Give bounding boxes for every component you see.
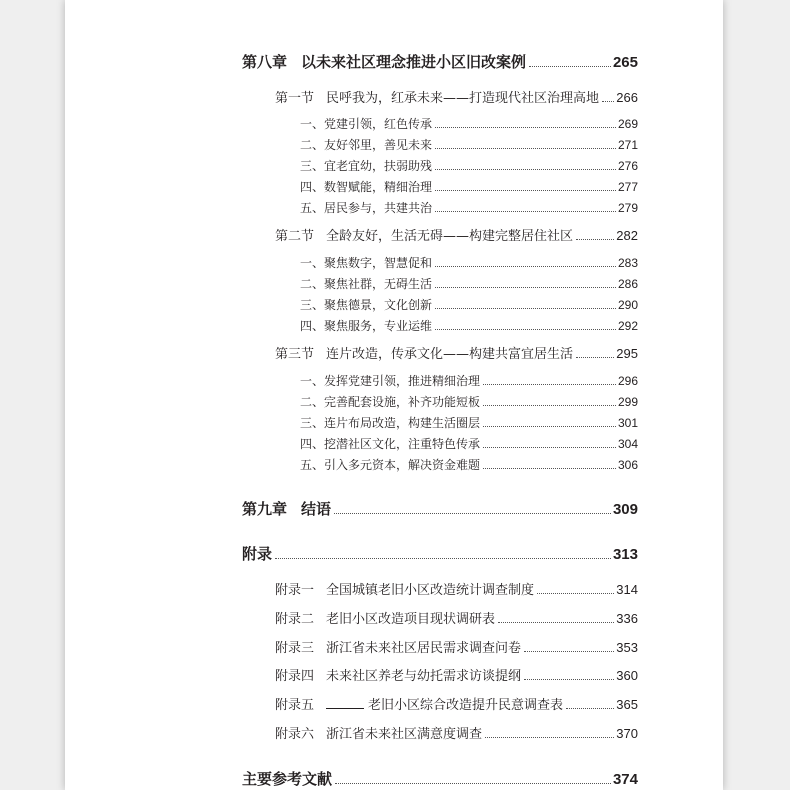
toc-entry-item[interactable] bbox=[300, 393, 638, 410]
toc-entry-appendix[interactable] bbox=[275, 723, 638, 742]
entry-title: 二、聚焦社群，无碍生活 bbox=[300, 276, 433, 291]
toc-entry-item[interactable] bbox=[300, 178, 638, 195]
entry-label: 第九章 bbox=[242, 500, 288, 518]
toc-entry-section[interactable] bbox=[275, 87, 638, 106]
entry-title: 未来社区养老与幼托需求访谈提纲 bbox=[326, 669, 522, 685]
entry-label: 附录二 bbox=[275, 612, 315, 628]
toc-entry-item[interactable] bbox=[300, 296, 638, 313]
page-number: 296 bbox=[617, 373, 638, 388]
toc-entry-item[interactable] bbox=[300, 136, 638, 153]
entry-title: 全国城镇老旧小区改造统计调查制度 bbox=[326, 583, 535, 599]
entry-title: 五、引入多元资本，解决资金难题 bbox=[300, 457, 481, 472]
page-number: 353 bbox=[616, 640, 638, 656]
page-number: 292 bbox=[617, 318, 638, 333]
dot-leader bbox=[576, 239, 614, 240]
page-number: 286 bbox=[617, 276, 638, 291]
page-number: 306 bbox=[617, 457, 638, 472]
page-number: 266 bbox=[616, 90, 638, 106]
entry-label: 第三节 bbox=[275, 347, 315, 363]
toc-page bbox=[65, 0, 723, 790]
toc-entry-appendix[interactable] bbox=[275, 665, 638, 684]
page-number: 279 bbox=[617, 200, 638, 215]
toc-entry-item[interactable] bbox=[300, 275, 638, 292]
entry-title: 一、发挥党建引领，推进精细治理 bbox=[300, 373, 481, 388]
entry-title: 四、数智赋能，精细治理 bbox=[300, 179, 433, 194]
page-number: 309 bbox=[612, 501, 638, 518]
dot-leader bbox=[483, 447, 616, 448]
entry-title: 浙江省未来社区满意度调查 bbox=[326, 727, 483, 743]
toc-entry-item[interactable] bbox=[300, 372, 638, 389]
entry-title: 老旧小区综合改造提升民意调查表 bbox=[368, 698, 564, 714]
entry-title: 老旧小区改造项目现状调研表 bbox=[326, 612, 496, 628]
page-number: 314 bbox=[616, 582, 638, 598]
dot-leader bbox=[529, 66, 611, 67]
dot-leader bbox=[435, 287, 616, 288]
toc-entry-chapter[interactable] bbox=[242, 768, 638, 789]
toc-entry-item[interactable] bbox=[300, 254, 638, 271]
entry-title: 二、友好邻里，善见未来 bbox=[300, 137, 433, 152]
page-number: 370 bbox=[616, 726, 638, 742]
entry-title: 连片改造，传承文化——构建共富宜居生活 bbox=[326, 347, 574, 363]
page-number: 360 bbox=[616, 668, 638, 684]
dot-leader bbox=[576, 357, 614, 358]
entry-title: 一、聚焦数字，智慧促和 bbox=[300, 255, 433, 270]
entry-label: 附录六 bbox=[275, 727, 315, 743]
dot-leader bbox=[335, 783, 611, 784]
dot-leader bbox=[435, 148, 616, 149]
page-number: 313 bbox=[612, 546, 638, 563]
page-number: 374 bbox=[612, 771, 638, 788]
dot-leader bbox=[566, 708, 614, 709]
entry-label: 第一节 bbox=[275, 91, 315, 107]
entry-title: 四、聚焦服务，专业运维 bbox=[300, 318, 433, 333]
entry-title: 四、挖潜社区文化，注重特色传承 bbox=[300, 436, 481, 451]
toc-entry-appendix[interactable] bbox=[275, 608, 638, 627]
dot-leader bbox=[485, 737, 614, 738]
toc-entry-appendix[interactable] bbox=[275, 637, 638, 656]
page-number: 290 bbox=[617, 297, 638, 312]
toc-entry-item[interactable] bbox=[300, 414, 638, 431]
toc-entry-item[interactable] bbox=[300, 115, 638, 132]
page-number: 277 bbox=[617, 179, 638, 194]
toc-entry-item[interactable] bbox=[300, 199, 638, 216]
dot-leader bbox=[483, 384, 616, 385]
toc-entry-item[interactable] bbox=[300, 435, 638, 452]
toc-entry-item[interactable] bbox=[300, 157, 638, 174]
dot-leader bbox=[435, 308, 616, 309]
entry-title: 三、聚焦德景，文化创新 bbox=[300, 297, 433, 312]
toc-entry-section[interactable] bbox=[275, 343, 638, 362]
page-number: 276 bbox=[617, 158, 638, 173]
dot-leader bbox=[334, 513, 611, 514]
page-number: 271 bbox=[617, 137, 638, 152]
dot-leader bbox=[435, 127, 616, 128]
entry-label: 附录四 bbox=[275, 669, 315, 685]
dot-leader bbox=[483, 426, 616, 427]
entry-title: 一、党建引领，红色传承 bbox=[300, 116, 433, 131]
toc-entry-item[interactable] bbox=[300, 317, 638, 334]
dot-leader bbox=[524, 679, 614, 680]
blank-line bbox=[326, 707, 364, 709]
toc-entry-chapter[interactable] bbox=[242, 543, 638, 564]
toc-entry-section[interactable] bbox=[275, 225, 638, 244]
entry-title: 浙江省未来社区居民需求调查问卷 bbox=[326, 641, 522, 657]
page-number: 265 bbox=[612, 54, 638, 71]
toc-entry-appendix[interactable] bbox=[275, 694, 638, 713]
dot-leader bbox=[435, 169, 616, 170]
toc-entry-chapter[interactable] bbox=[242, 51, 638, 72]
entry-title: 二、完善配套设施，补齐功能短板 bbox=[300, 394, 481, 409]
dot-leader bbox=[435, 329, 616, 330]
page-number: 282 bbox=[616, 228, 638, 244]
entry-title: 民呼我为，红承未来——打造现代社区治理高地 bbox=[326, 91, 600, 107]
entry-label: 第八章 bbox=[242, 53, 288, 71]
dot-leader bbox=[483, 468, 616, 469]
page-number: 365 bbox=[616, 697, 638, 713]
dot-leader bbox=[435, 190, 616, 191]
dot-leader bbox=[524, 651, 614, 652]
toc-entry-item[interactable] bbox=[300, 456, 638, 473]
entry-title: 三、宜老宜幼，扶弱助残 bbox=[300, 158, 433, 173]
dot-leader bbox=[602, 101, 614, 102]
entry-title: 五、居民参与，共建共治 bbox=[300, 200, 433, 215]
page-number: 299 bbox=[617, 394, 638, 409]
page-number: 283 bbox=[617, 255, 638, 270]
page-number: 269 bbox=[617, 116, 638, 131]
toc-entry-appendix[interactable] bbox=[275, 579, 638, 598]
dot-leader bbox=[537, 593, 614, 594]
toc-entry-chapter[interactable] bbox=[242, 498, 638, 519]
entry-title: 附录 bbox=[242, 545, 273, 563]
dot-leader bbox=[435, 266, 616, 267]
dot-leader bbox=[483, 405, 616, 406]
entry-title: 以未来社区理念推进小区旧改案例 bbox=[301, 53, 527, 71]
dot-leader bbox=[275, 558, 611, 559]
entry-label: 附录一 bbox=[275, 583, 315, 599]
entry-label: 附录三 bbox=[275, 641, 315, 657]
entry-label: 第二节 bbox=[275, 229, 315, 245]
entry-title: 主要参考文献 bbox=[242, 770, 333, 788]
page-number: 301 bbox=[617, 415, 638, 430]
entry-title: 三、连片布局改造，构建生活圈层 bbox=[300, 415, 481, 430]
page-number: 304 bbox=[617, 436, 638, 451]
entry-title: 结语 bbox=[301, 500, 332, 518]
page-number: 336 bbox=[616, 611, 638, 627]
dot-leader bbox=[435, 211, 616, 212]
page-number: 295 bbox=[616, 346, 638, 362]
entry-title: 全龄友好，生活无碍——构建完整居住社区 bbox=[326, 229, 574, 245]
dot-leader bbox=[498, 622, 614, 623]
entry-label: 附录五 bbox=[275, 698, 315, 714]
